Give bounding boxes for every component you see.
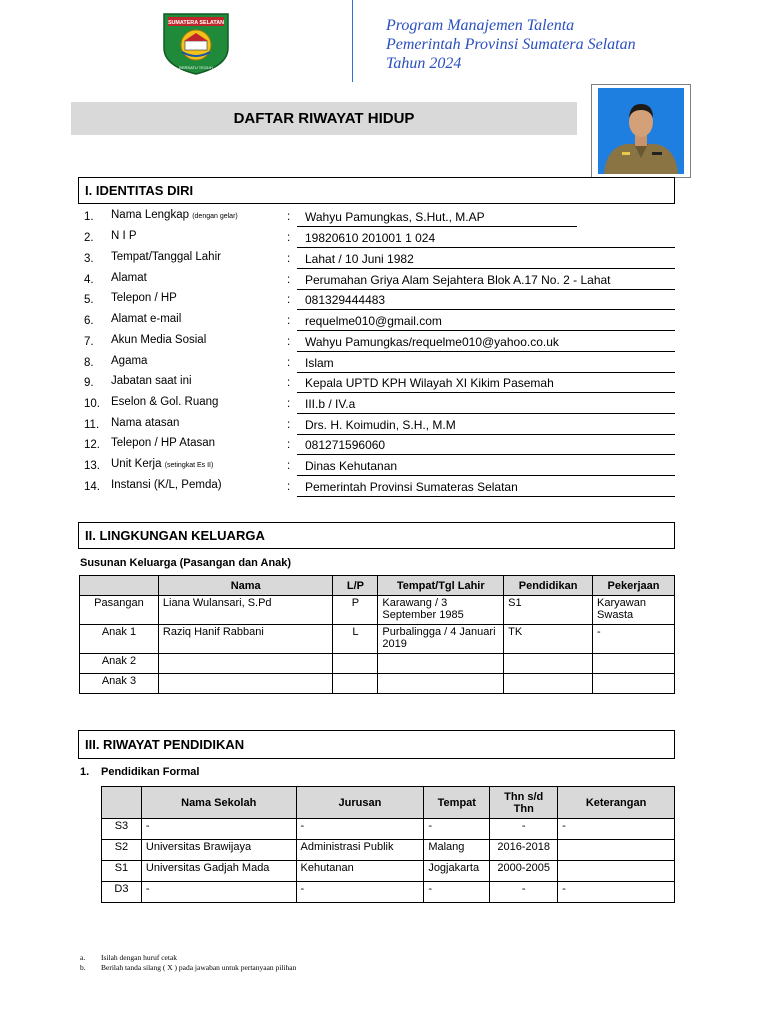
- field-label: Telepon / HP: [111, 292, 177, 304]
- identity-row: [80, 292, 680, 312]
- table-cell: Purbalingga / 4 Januari 2019: [378, 625, 504, 654]
- identity-row: [80, 458, 680, 478]
- field-colon: :: [287, 336, 291, 348]
- row-number: 3.: [84, 253, 94, 265]
- row-number: 5.: [84, 294, 94, 306]
- identity-row: [80, 355, 680, 375]
- identity-row: [80, 334, 680, 354]
- family-table: [79, 575, 675, 694]
- table-row: [102, 861, 675, 882]
- row-number: 11.: [84, 419, 100, 431]
- table-cell: -: [558, 882, 675, 903]
- field-note: (dengan gelar): [192, 213, 238, 220]
- field-value: Wahyu Pamungkas/requelme010@yahoo.co.uk: [297, 335, 675, 352]
- section-pendidikan-title: III. RIWAYAT PENDIDIKAN: [85, 737, 245, 752]
- column-header: L/P: [333, 576, 378, 596]
- row-number: 4.: [84, 274, 94, 286]
- row-number: 14.: [84, 481, 100, 493]
- row-number: 12.: [84, 439, 100, 451]
- table-cell: -: [490, 882, 558, 903]
- header-divider: [352, 0, 353, 82]
- field-colon: :: [287, 439, 291, 451]
- table-cell: TK: [504, 625, 593, 654]
- table-cell: Anak 1: [80, 625, 159, 654]
- table-cell: -: [296, 819, 424, 840]
- family-subheading: Susunan Keluarga (Pasangan dan Anak): [80, 557, 292, 569]
- row-number: 7.: [84, 336, 94, 348]
- table-cell: -: [490, 819, 558, 840]
- table-row: [80, 674, 675, 694]
- education-table: [101, 786, 675, 903]
- table-cell: D3: [102, 882, 142, 903]
- table-row: [102, 882, 675, 903]
- table-cell: -: [296, 882, 424, 903]
- education-subheading: Pendidikan Formal: [101, 766, 200, 778]
- table-cell: Raziq Hanif Rabbani: [158, 625, 333, 654]
- table-cell: Jogjakarta: [424, 861, 490, 882]
- field-colon: :: [287, 294, 291, 306]
- identity-row: [80, 209, 680, 229]
- table-cell: [504, 674, 593, 694]
- field-colon: :: [287, 253, 291, 265]
- table-cell: [593, 654, 675, 674]
- column-header: Keterangan: [558, 787, 675, 819]
- field-colon: :: [287, 232, 291, 244]
- table-cell: [378, 654, 504, 674]
- field-colon: :: [287, 481, 291, 493]
- column-header: Tempat: [424, 787, 490, 819]
- field-value: Wahyu Pamungkas, S.Hut., M.AP: [297, 210, 577, 227]
- footnote-key: b.: [80, 963, 86, 972]
- province-logo: [160, 10, 232, 76]
- table-cell: [593, 674, 675, 694]
- footnote-key: a.: [80, 953, 86, 962]
- identity-row: [80, 396, 680, 416]
- identity-row: [80, 479, 680, 499]
- column-header: Pekerjaan: [593, 576, 675, 596]
- table-cell: Kehutanan: [296, 861, 424, 882]
- field-label: Instansi (K/L, Pemda): [111, 479, 222, 491]
- field-value: 081329444483: [297, 293, 675, 310]
- table-cell: Malang: [424, 840, 490, 861]
- field-label: Nama atasan: [111, 417, 180, 429]
- program-line-3: Tahun 2024: [386, 55, 462, 72]
- field-label: Telepon / HP Atasan: [111, 437, 215, 449]
- column-header: Nama: [158, 576, 333, 596]
- table-cell: [333, 654, 378, 674]
- section-identitas-title: I. IDENTITAS DIRI: [85, 183, 194, 198]
- table-cell: S3: [102, 819, 142, 840]
- table-cell: -: [141, 882, 296, 903]
- table-cell: S2: [102, 840, 142, 861]
- education-sub-number: 1.: [80, 766, 90, 778]
- row-number: 9.: [84, 377, 94, 389]
- field-value: Islam: [297, 356, 675, 373]
- section-keluarga-title: II. LINGKUNGAN KELUARGA: [85, 528, 265, 543]
- program-line-2: Pemerintah Provinsi Sumatera Selatan: [386, 36, 636, 53]
- table-cell: -: [593, 625, 675, 654]
- table-cell: [558, 840, 675, 861]
- table-cell: [158, 674, 333, 694]
- table-row: [102, 840, 675, 861]
- field-label: Alamat: [111, 272, 147, 284]
- column-header: Pendidikan: [504, 576, 593, 596]
- table-cell: [378, 674, 504, 694]
- program-line-1: Program Manajemen Talenta: [386, 17, 575, 34]
- identity-row: [80, 251, 680, 271]
- field-colon: :: [287, 315, 291, 327]
- section-identitas-header: [78, 177, 675, 204]
- table-row: [80, 625, 675, 654]
- field-colon: :: [287, 460, 291, 472]
- column-header: [102, 787, 142, 819]
- identity-row: [80, 313, 680, 333]
- row-number: 10.: [84, 398, 100, 410]
- table-cell: [504, 654, 593, 674]
- identity-row: [80, 230, 680, 250]
- section-pendidikan-header: [78, 730, 675, 759]
- field-label: Akun Media Sosial: [111, 334, 207, 346]
- table-cell: -: [141, 819, 296, 840]
- table-cell: Anak 2: [80, 654, 159, 674]
- table-cell: L: [333, 625, 378, 654]
- table-cell: 2000-2005: [490, 861, 558, 882]
- logo-title-text: SUMATERA SELATAN: [167, 20, 225, 26]
- profile-photo: [591, 84, 691, 178]
- column-header: Tempat/Tgl Lahir: [378, 576, 504, 596]
- field-value: III.b / IV.a: [297, 397, 675, 414]
- field-colon: :: [287, 211, 291, 223]
- table-cell: Pasangan: [80, 596, 159, 625]
- identity-row: [80, 272, 680, 292]
- table-header-row: [80, 576, 675, 596]
- program-header-text: [386, 16, 636, 73]
- identity-row: [80, 417, 680, 437]
- field-value: Pemerintah Provinsi Sumateras Selatan: [297, 480, 675, 497]
- field-value: Perumahan Griya Alam Sejahtera Blok A.17 No. 2 - Lahat: [297, 273, 675, 290]
- table-cell: [558, 861, 675, 882]
- table-cell: [158, 654, 333, 674]
- table-cell: S1: [504, 596, 593, 625]
- field-colon: :: [287, 274, 291, 286]
- logo-motto-text: BERSATU TEGUH: [179, 65, 213, 70]
- row-number: 8.: [84, 357, 94, 369]
- table-cell: Karawang / 3 September 1985: [378, 596, 504, 625]
- table-row: [80, 596, 675, 625]
- table-cell: Liana Wulansari, S.Pd: [158, 596, 333, 625]
- footnote-item: [80, 963, 480, 973]
- footnote-text: Berilah tanda silang ( X ) pada jawaban untuk pertanyaan pilihan: [101, 963, 297, 972]
- row-number: 6.: [84, 315, 94, 327]
- field-label: Unit Kerja (setingkat Es II): [111, 458, 214, 470]
- table-cell: -: [558, 819, 675, 840]
- row-number: 1.: [84, 211, 94, 223]
- field-colon: :: [287, 419, 291, 431]
- table-header-row: [102, 787, 675, 819]
- field-label: Jabatan saat ini: [111, 375, 192, 387]
- table-cell: Karyawan Swasta: [593, 596, 675, 625]
- document-title: DAFTAR RIWAYAT HIDUP: [233, 110, 415, 127]
- field-label: Eselon & Gol. Ruang: [111, 396, 219, 408]
- table-cell: S1: [102, 861, 142, 882]
- document-title-bar: [71, 102, 577, 135]
- field-label: Tempat/Tanggal Lahir: [111, 251, 221, 263]
- field-colon: :: [287, 377, 291, 389]
- table-cell: Anak 3: [80, 674, 159, 694]
- column-header: Jurusan: [296, 787, 424, 819]
- table-cell: P: [333, 596, 378, 625]
- table-cell: 2016-2018: [490, 840, 558, 861]
- row-number: 13.: [84, 460, 100, 472]
- field-value: 081271596060: [297, 438, 675, 455]
- footnote-text: Isilah dengan huruf cetak: [101, 953, 178, 962]
- identity-row: [80, 437, 680, 457]
- field-value: Kepala UPTD KPH Wilayah XI Kikim Pasemah: [297, 376, 675, 393]
- column-header: Nama Sekolah: [141, 787, 296, 819]
- column-header: [80, 576, 159, 596]
- column-header: Thn s/d Thn: [490, 787, 558, 819]
- section-keluarga-header: [78, 522, 675, 549]
- field-note: (setingkat Es II): [164, 462, 214, 469]
- field-label: Nama Lengkap (dengan gelar): [111, 209, 238, 221]
- table-cell: [333, 674, 378, 694]
- field-value: 19820610 201001 1 024: [297, 231, 675, 248]
- field-value: requelme010@gmail.com: [297, 314, 675, 331]
- identity-row: [80, 375, 680, 395]
- field-value: Drs. H. Koimudin, S.H., M.M: [297, 418, 675, 435]
- footnotes: [80, 953, 480, 975]
- footnote-item: [80, 953, 480, 963]
- row-number: 2.: [84, 232, 94, 244]
- field-label: N I P: [111, 230, 137, 242]
- field-label: Alamat e-mail: [111, 313, 182, 325]
- table-row: [102, 819, 675, 840]
- table-cell: -: [424, 882, 490, 903]
- field-colon: :: [287, 357, 291, 369]
- field-label: Agama: [111, 355, 148, 367]
- field-value: Lahat / 10 Juni 1982: [297, 252, 675, 269]
- field-value: Dinas Kehutanan: [297, 459, 675, 476]
- table-cell: Universitas Gadjah Mada: [141, 861, 296, 882]
- field-colon: :: [287, 398, 291, 410]
- table-cell: -: [424, 819, 490, 840]
- table-cell: Administrasi Publik: [296, 840, 424, 861]
- table-row: [80, 654, 675, 674]
- table-cell: Universitas Brawijaya: [141, 840, 296, 861]
